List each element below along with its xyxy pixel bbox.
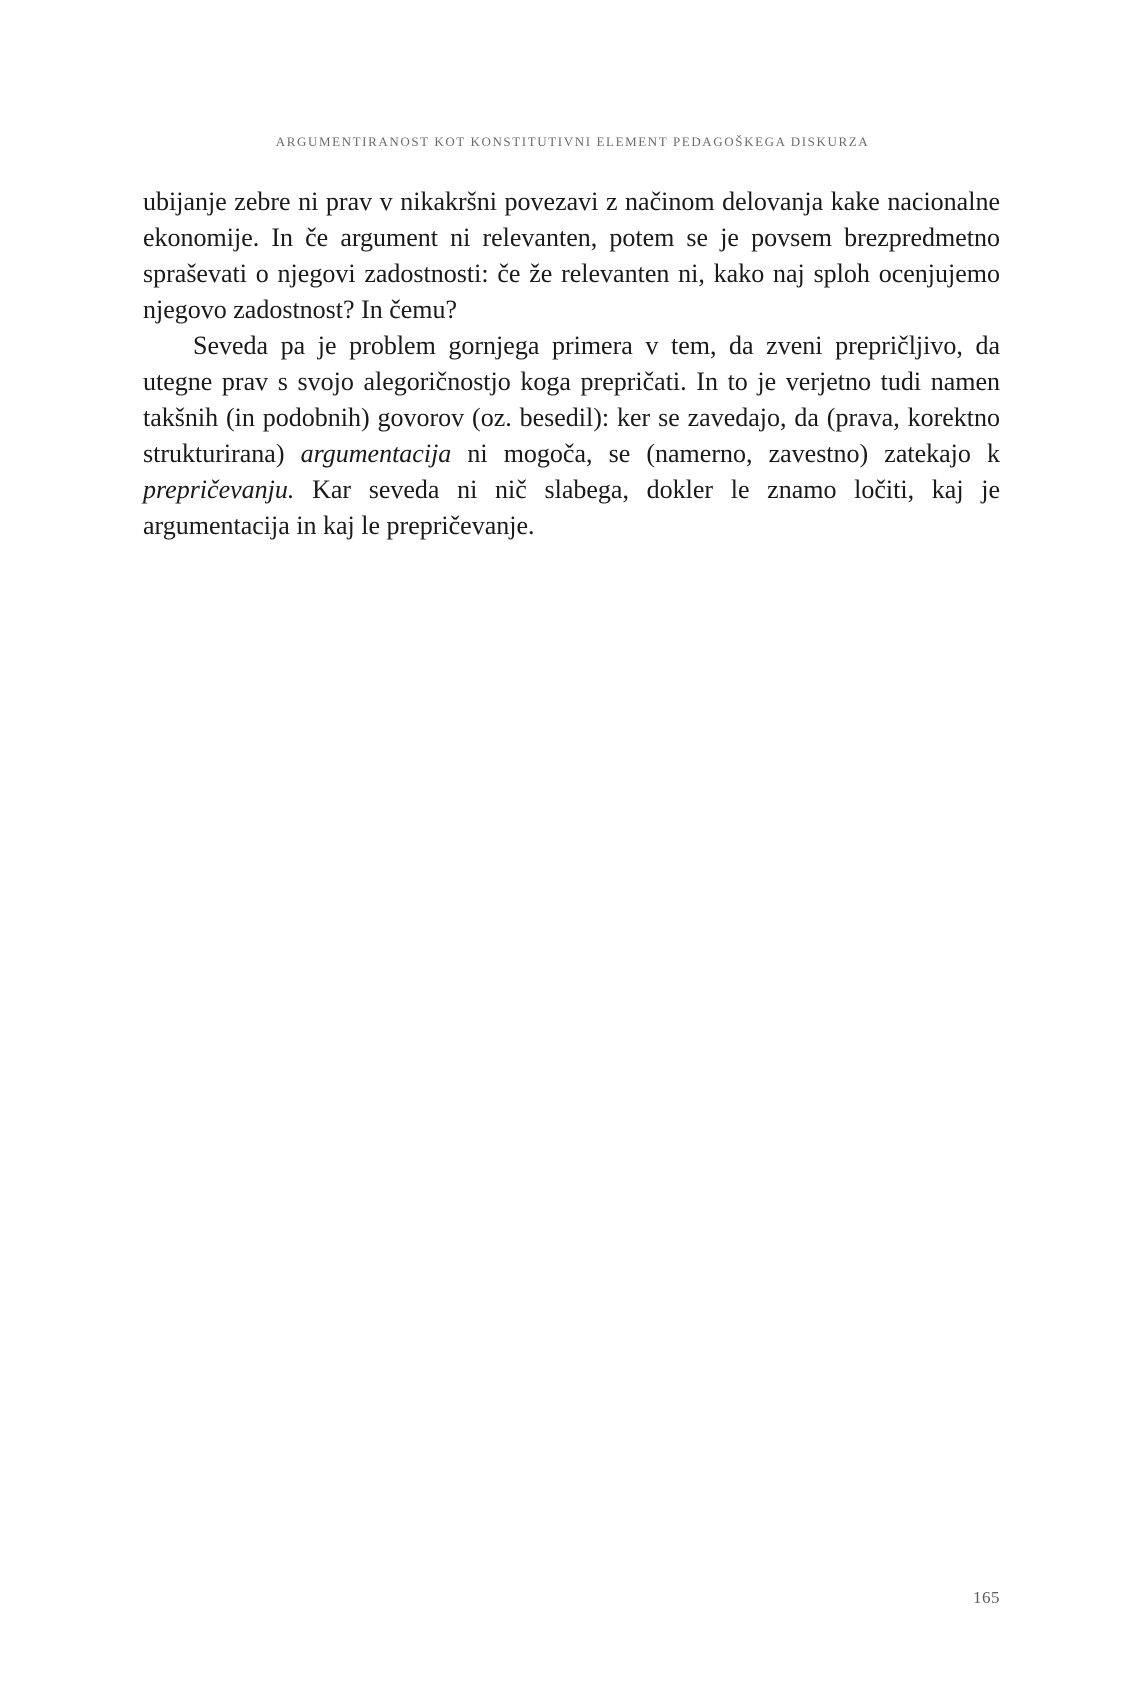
paragraph-2-text-2: ni mogoča, se (namerno, zavestno) zatekajo k [451, 439, 1000, 468]
paragraph-2-text-1: Seveda pa je problem gornjega primera v tem, da zveni prepričljivo, da utegne prav s svojo alegoričnostjo koga prepričati. In to je verjetno tudi namen takšnih (in podobnih) govorov (oz. besedil): ker se zavedajo, da (prava, korektno strukturirana) [143, 331, 1000, 468]
emphasis-prepricevanju: prepričevanju. [143, 475, 295, 504]
emphasis-argumentacija: argumentacija [300, 439, 452, 468]
paragraph-1: ubijanje zebre ni prav v nikakršni povezavi z načinom delovanja kake nacionalne ekonomije. In če argument ni relevanten, potem se je povsem brezpredmetno spraševati o njegovi zadostnosti: če že relevanten ni, kako naj sploh ocenjujemo njegovo zadostnost? In čemu? [143, 187, 1000, 324]
paragraph-2-text-3: Kar seveda ni nič slabega, dokler le znamo ločiti, kaj je argumentacija in kaj le prepričevanje. [143, 475, 1000, 540]
page-number: 165 [973, 1588, 1000, 1607]
paragraph-2 [143, 328, 1000, 544]
running-header: ARGUMENTIRANOST KOT KONSTITUTIVNI ELEMENT PEDAGOŠKEGA DISKURZA [275, 134, 870, 149]
body-text [143, 184, 1000, 544]
